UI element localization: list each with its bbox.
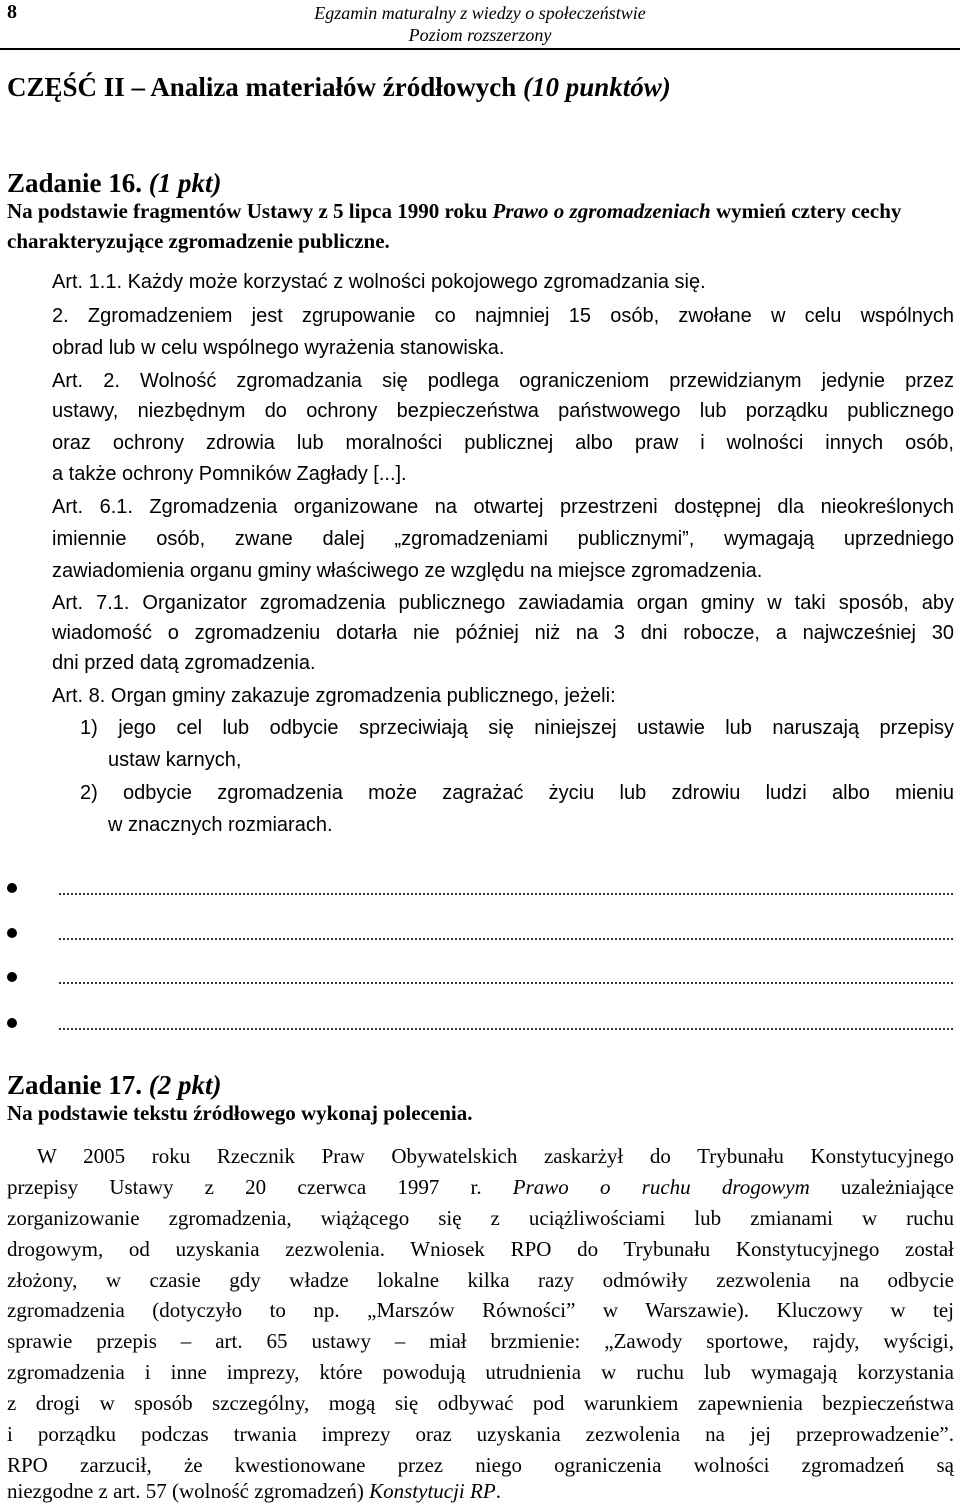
source-line: Art. 1.1. Każdy może korzystać z wolności pokojowego zgromadzania się. — [52, 271, 706, 293]
answer-dots — [59, 1028, 953, 1030]
header-subtitle: Poziom rozszerzony — [408, 25, 552, 45]
source-line: zawiadomienia organu gminy właściwego ze względu na miejsce zgromadzenia. — [52, 560, 763, 582]
source-paragraph-line: drogowym, od uzyskania zezwolenia. Wniosek RPO do Trybunału Konstytucyjnego został — [7, 1237, 954, 1261]
source-line: Art. 8. Organ gminy zakazuje zgromadzenia publicznego, jeżeli: — [52, 685, 616, 707]
source-paragraph-line: zgromadzenia i inne imprezy, które powodują utrudnienia w ruchu lub wymagają korzystania — [7, 1360, 954, 1384]
page-number: 8 — [7, 1, 17, 23]
source-line: 2) odbycie zgromadzenia może zagrażać życiu lub zdrowiu ludzi albo mieniu — [80, 782, 954, 804]
source-line: ustawy, niezbędnym do ochrony bezpieczeństwa państwowego lub porządku publicznego — [52, 400, 954, 422]
source-paragraph-line: złożony, w czasie gdy władze lokalne kilka razy odmówiły zezwolenia na odbycie — [7, 1268, 954, 1292]
source-paragraph-line: niezgodne z art. 57 (wolność zgromadzeń) Konstytucji RP. — [7, 1479, 501, 1503]
source-paragraph-line: zgromadzenia (dotyczyło to np. „Marszów Równości” w Warszawie). Kluczowy w tej — [7, 1298, 954, 1322]
task17-instruction: Na podstawie tekstu źródłowego wykonaj polecenia. — [7, 1101, 473, 1125]
task17-points: (2 pkt) — [148, 1070, 222, 1100]
header-title: Egzamin maturalny z wiedzy o społeczeństwie — [314, 3, 646, 23]
answer-line[interactable] — [7, 962, 957, 992]
answer-line[interactable] — [7, 873, 957, 903]
task16-label: Zadanie 16. — [7, 168, 143, 198]
source-line: dni przed datą zgromadzenia. — [52, 652, 316, 674]
source-paragraph-line: RPO zarzucił, że kwestionowane przez niego ograniczenia wolności zgromadzeń są — [7, 1453, 954, 1477]
header-rule — [0, 48, 960, 50]
bullet-icon — [7, 883, 17, 893]
source-paragraph-line: z drogi w sposób szczególny, mogą się odbywać pod warunkiem zapewnienia bezpieczeństwa — [7, 1391, 954, 1415]
source-paragraph-line: sprawie przepis – art. 65 ustawy – miał brzmienie: „Zawody sportowe, rajdy, wyścigi, — [7, 1329, 954, 1353]
task16-points: (1 pkt) — [148, 168, 222, 198]
source-line: a także ochrony Pomników Zagłady [...]. — [52, 463, 407, 485]
source-paragraph-line: i porządku podczas trwania imprezy oraz uzyskania zezwolenia na jej przeprowadzenie”. — [7, 1422, 954, 1446]
source-line: 2. Zgromadzeniem jest zgrupowanie co najmniej 15 osób, zwołane w celu wspólnych — [52, 305, 954, 327]
answer-dots — [59, 893, 953, 895]
answer-line[interactable] — [7, 1008, 957, 1038]
source-line: Art. 7.1. Organizator zgromadzenia publicznego zawiadamia organ gminy w taki sposób, aby — [52, 592, 954, 614]
answer-line[interactable] — [7, 918, 957, 948]
bullet-icon — [7, 1018, 17, 1028]
task16-title — [7, 166, 222, 200]
source-paragraph-line: zorganizowanie zgromadzenia, wiążącego się z uciążliwościami lub zmianami w ruchu — [7, 1206, 954, 1230]
source-line: Art. 6.1. Zgromadzenia organizowane na otwartej przestrzeni dostępnej dla nieokreślonych — [52, 496, 954, 518]
source-line: w znacznych rozmiarach. — [108, 814, 333, 836]
source-paragraph-line: W 2005 roku Rzecznik Praw Obywatelskich zaskarżył do Trybunału Konstytucyjnego — [37, 1144, 954, 1168]
task16-instruction — [7, 196, 953, 256]
answer-dots — [59, 938, 953, 940]
part-title — [7, 70, 671, 104]
source-line: ustaw karnych, — [108, 749, 242, 771]
source-line: Art. 2. Wolność zgromadzania się podlega ograniczeniom przewidzianym jedynie przez — [52, 370, 954, 392]
part-points: (10 punktów) — [523, 72, 671, 102]
source-paragraph-line: przepisy Ustawy z 20 czerwca 1997 r. Prawo o ruchu drogowym uzależniające — [7, 1175, 954, 1199]
bullet-icon — [7, 928, 17, 938]
source-line: obrad lub w celu wspólnego wyrażenia stanowiska. — [52, 337, 505, 359]
task16-instruction-text: Na podstawie fragmentów Ustawy z 5 lipca 1990 roku — [7, 199, 493, 223]
source-line: wiadomość o zgromadzeniu dotarła nie później niż na 3 dni robocze, a najwcześniej 30 — [52, 622, 954, 644]
task16-instruction-act-title: Prawo o zgromadzeniach — [492, 199, 711, 223]
task17-title — [7, 1068, 222, 1102]
task17-label: Zadanie 17. — [7, 1070, 143, 1100]
answer-dots — [59, 982, 953, 984]
task16-instruction-text-end: wymień cztery cechy charakteryzujące zgromadzenie publiczne. — [7, 199, 902, 253]
source-line: oraz ochrony zdrowia lub moralności publicznej albo praw i wolności innych osób, — [52, 432, 954, 454]
part-title-text: CZĘŚĆ II – Analiza materiałów źródłowych — [7, 72, 517, 102]
source-line: 1) jego cel lub odbycie sprzeciwiają się niniejszej ustawie lub naruszają przepisy — [80, 717, 954, 739]
source-line: imiennie osób, zwane dalej „zgromadzeniami publicznymi”, wymagają uprzedniego — [52, 528, 954, 550]
bullet-icon — [7, 972, 17, 982]
